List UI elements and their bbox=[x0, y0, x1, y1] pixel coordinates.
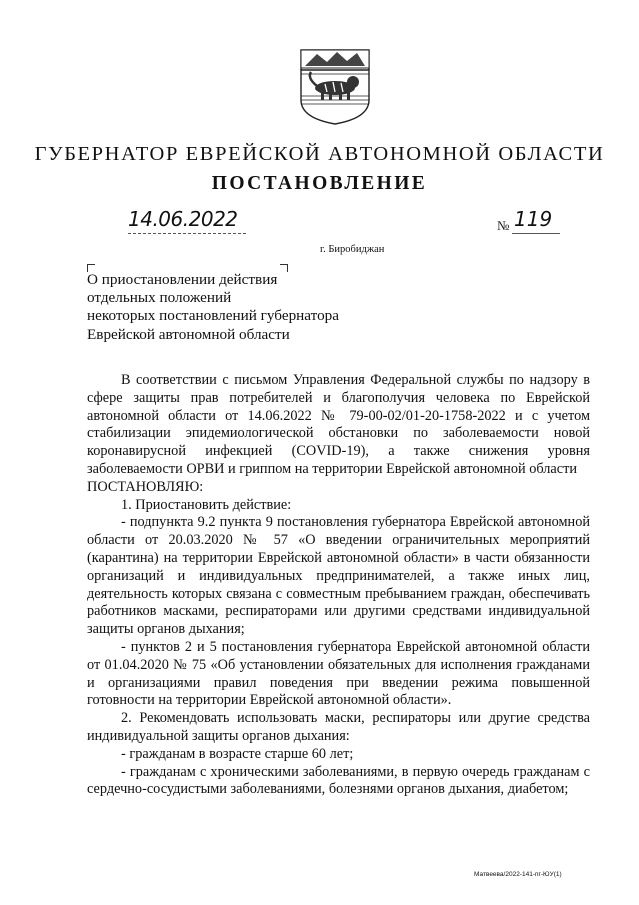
document-subject bbox=[87, 271, 387, 344]
document-number: 119 bbox=[514, 207, 553, 231]
document-type-heading: ПОСТАНОВЛЕНИЕ bbox=[211, 173, 428, 194]
footer-document-code: Матвеева/2022-141-пг-ЮУ(1) bbox=[474, 871, 562, 878]
document-body bbox=[87, 372, 590, 799]
item-1-subitem-a: - подпункта 9.2 пункта 9 постановления губернатора Еврейской автономной области от 20.03.2020 № 57 «О введении ограничительных мероприятий (карантина) на территории Еврейской автономной области» в части обязанности организаций и индивидуальных предпринимателей, а также иных лиц, деятельность которых связана с совместным пребыванием граждан, обеспечивать работников масками, респираторами или другими средствами индивидуальной защиты органов дыхания; bbox=[87, 514, 590, 638]
coat-of-arms-emblem bbox=[295, 48, 375, 126]
number-underline bbox=[512, 233, 560, 234]
city-label: г. Биробиджан bbox=[320, 244, 385, 255]
subject-line: отдельных положений bbox=[87, 289, 232, 307]
date-underline bbox=[128, 233, 246, 234]
subject-line: некоторых постановлений губернатора bbox=[87, 307, 340, 325]
decree-word: ПОСТАНОВЛЯЮ: bbox=[87, 478, 204, 495]
document-date: 14.06.2022 bbox=[128, 207, 238, 231]
number-sign: № bbox=[497, 218, 510, 233]
item-2-subitem-b: - гражданам с хроническими заболеваниями, в первую очередь гражданам с сердечно-сосудистыми заболеваниями, болезнями органов дыхания, диабетом; bbox=[87, 763, 590, 798]
preamble-paragraph: В соответствии с письмом Управления Федеральной службы по надзору в сфере защиты прав потребителей и благополучия человека по Еврейской автономной области от 14.06.2022 № 79-00-02/01-20-1758-2022 и с учетом стабилизации эпидемиологической обстановки по заболеваемости новой коронавирусной инфекцией (COVID-19), а также снижения уровня заболеваемости ОРВИ и гриппом на территории Еврейской автономной области bbox=[87, 372, 590, 477]
subject-line: Еврейской автономной области bbox=[87, 325, 290, 343]
item-2-heading: 2. Рекомендовать использовать маски, респираторы или другие средства индивидуальной защиты органов дыхания: bbox=[87, 710, 590, 744]
item-1-heading: 1. Приостановить действие: bbox=[121, 496, 292, 513]
item-2-subitem-a: - гражданам в возрасте старше 60 лет; bbox=[121, 745, 354, 762]
item-1-subitem-b: - пунктов 2 и 5 постановления губернатора Еврейской автономной области от 01.04.2020 № 75 «Об установлении обязательных для исполнения гражданами и организациями правил поведения при введении режима повышенной готовности на территории Еврейской автономной области». bbox=[87, 638, 590, 709]
subject-line: О приостановлении действия bbox=[87, 271, 278, 288]
governor-title: ГУБЕРНАТОР ЕВРЕЙСКОЙ АВТОНОМНОЙ ОБЛАСТИ bbox=[34, 143, 605, 165]
